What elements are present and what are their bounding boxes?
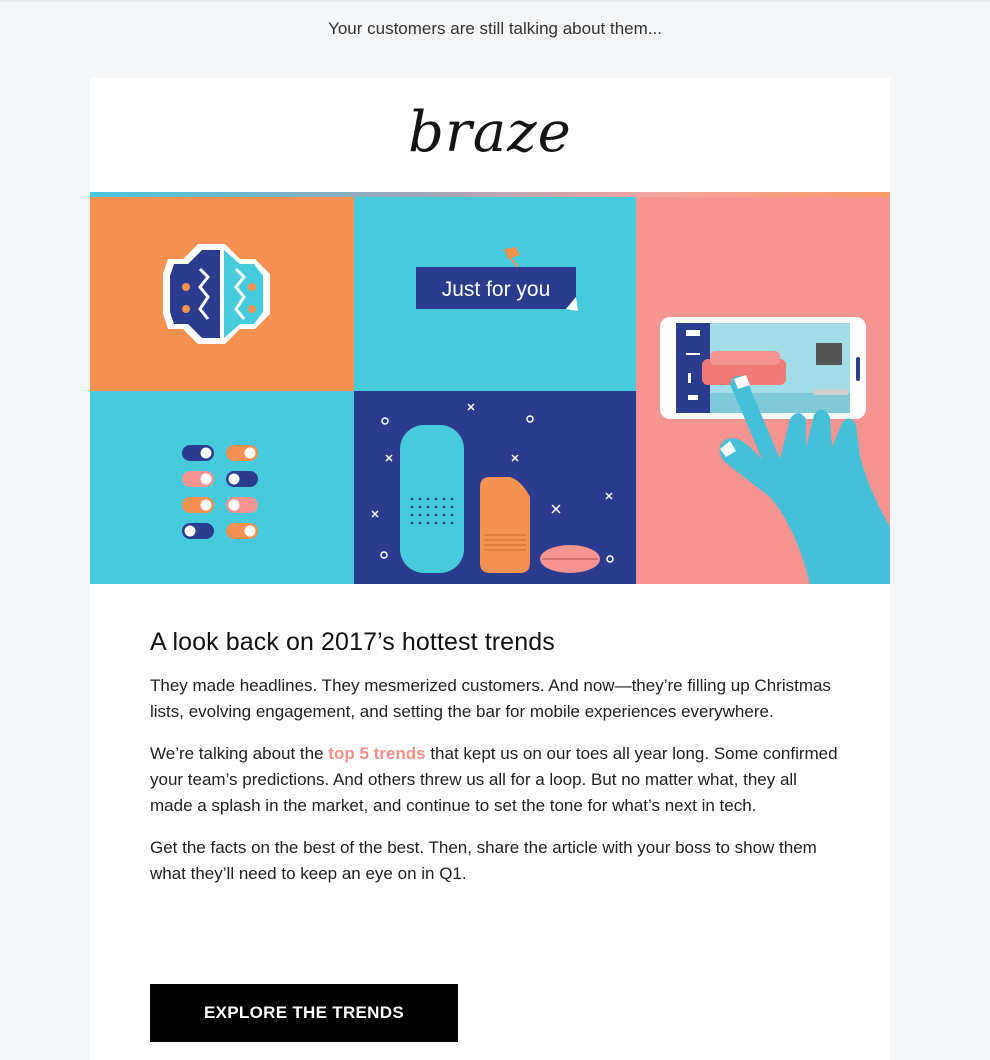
braze-logo[interactable]: braze (408, 99, 572, 165)
preheader-text: Your customers are still talking about them... (328, 19, 662, 38)
paragraph-cta: Get the facts on the best of the best. Then, share the article with your boss to show them what they’ll need to keep an eye on in Q1. (150, 838, 817, 883)
article-body (150, 628, 840, 903)
badge-label: Just for you (441, 278, 551, 301)
paragraph-trends (150, 741, 840, 819)
brain-icon (163, 244, 270, 344)
email-card (90, 78, 890, 1060)
header (90, 78, 890, 192)
paragraph-trends-end: that kept us on our toes all year long. Some confirmed your team’s predictions. And others threw us all for a loop. But no matter what, they all made a splash in the market, and continue to set the tone for what’s next in tech. (150, 744, 838, 815)
paragraph-intro: They made headlines. They mesmerized customers. And now—they’re filling up Christmas lists, evolving engagement, and setting the bar for mobile experiences everywhere. (150, 676, 831, 721)
top-trends-link[interactable]: top 5 trends (328, 744, 426, 763)
explore-trends-button[interactable]: EXPLORE THE TRENDS (150, 984, 458, 1042)
paragraph-trends-start: We’re talking about the (150, 744, 329, 763)
hero-illustration (90, 197, 890, 584)
article-headline: A look back on 2017’s hottest trends (150, 628, 555, 656)
top-divider (0, 0, 990, 2)
panel-toggles (90, 391, 354, 584)
